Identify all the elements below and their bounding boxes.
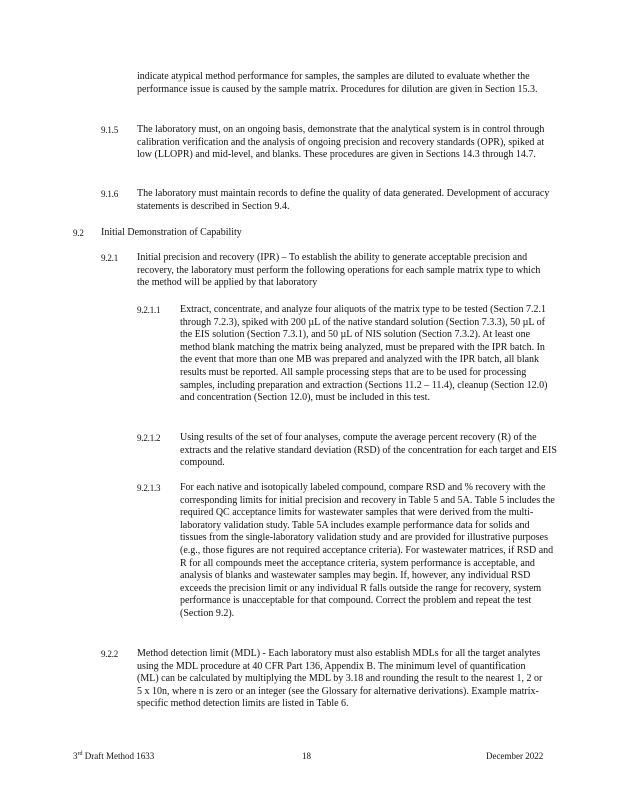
section-9-2-1-3-text: For each native and isotopically labeled compound, compare RSD and % recovery with the corresponding limits for initial precision and recovery in Table 5 and 5A. Table 5 includes the required QC acceptance limits for wastewater samples that were derived from the multi-laboratory validation study. Table 5A includes example performance data for solids and tissues from the single-laboratory validation study and are provided for illustrative purposes (e.g., those figures are not required acceptance criteria). For wastewater matrices, if RSD and R for all compounds meet the acceptance criteria, system performance is acceptable, and analysis of blanks and wastewater samples may begin. If, however, any individual RSD exceeds the precision limit or any individual R falls outside the range for recovery, system performance is unacceptable for that compound. Correct the problem and repeat the test (Section 9.2). [180, 482, 555, 619]
footer-ordinal-suffix: rd [77, 751, 83, 757]
section-number-9-2: 9.2 [73, 228, 84, 238]
section-9-2-1-2-text: Using results of the set of four analyses, compute the average percent recovery (R) of the extracts and the relative standard deviation (RSD) of the concentration for each target and EIS compound. [180, 432, 557, 469]
footer-method-label [73, 750, 154, 763]
intro-paragraph: indicate atypical method performance for samples, the samples are diluted to evaluate whether the performance issue is caused by the sample matrix. Procedures for dilution are given in Section 15.3. [137, 71, 538, 95]
section-9-1-6-text: The laboratory must maintain records to define the quality of data generated. Development of accuracy statements is described in Section 9.4. [137, 188, 550, 212]
section-number-9-1-5: 9.1.5 [101, 125, 119, 135]
section-number-9-2-1-2: 9.2.1.2 [137, 433, 161, 443]
section-9-2-2-text: Method detection limit (MDL) - Each laboratory must also establish MDLs for all the target analytes using the MDL procedure at 40 CFR Part 136, Appendix B. The minimum level of quantification (ML) can be calculated by multiplying the MDL by 3.18 and rounding the result to the nearest 1, 2 or 5 x 10n, where n is zero or an integer (see the Glossary for alternative derivations). Example matrix-specific method detection limits are listed in Table 6. [137, 648, 543, 710]
footer-date: December 2022 [486, 751, 544, 761]
footer-page-number: 18 [302, 751, 311, 761]
footer-ordinal: 3 [73, 751, 78, 761]
section-number-9-2-1: 9.2.1 [101, 253, 119, 263]
section-9-2-1-1-text: Extract, concentrate, and analyze four aliquots of the matrix type to be tested (Section 7.2.1 through 7.2.3), spiked with 200 µL of the native standard solution (Section 7.3.3), 50 µL of the EIS solution (Section 7.3.1), and 50 µL of NIS solution (Section 7.3.2). At least one method blank matching the matrix being analyzed, must be prepared with the IPR batch. In the event that more than one MB was prepared and analyzed with the IPR batch, all blank results must be reported. All sample processing steps that are to be used for processing samples, including preparation and extraction (Sections 11.2 – 11.4), cleanup (Section 12.0) and concentration (Section 12.0), must be included in this test. [180, 304, 548, 404]
section-number-9-2-1-1: 9.2.1.1 [137, 305, 161, 315]
section-number-9-1-6: 9.1.6 [101, 189, 119, 199]
section-9-1-5-text: The laboratory must, on an ongoing basis, demonstrate that the analytical system is in control through calibration verification and the analysis of ongoing precision and recovery standards (OPR), spiked at low (LLOPR) and mid-level, and blanks. These procedures are given in Sections 14.3 through 14.7. [137, 124, 545, 161]
section-9-2-1-text: Initial precision and recovery (IPR) – To establish the ability to generate acceptable precision and recovery, the laboratory must perform the following operations for each sample matrix type to which the method will be applied by that laboratory [137, 252, 541, 289]
section-number-9-2-2: 9.2.2 [101, 649, 119, 659]
footer-method: Draft Method 1633 [84, 751, 155, 761]
section-number-9-2-1-3: 9.2.1.3 [137, 483, 161, 493]
section-9-2-heading: Initial Demonstration of Capability [101, 227, 242, 238]
